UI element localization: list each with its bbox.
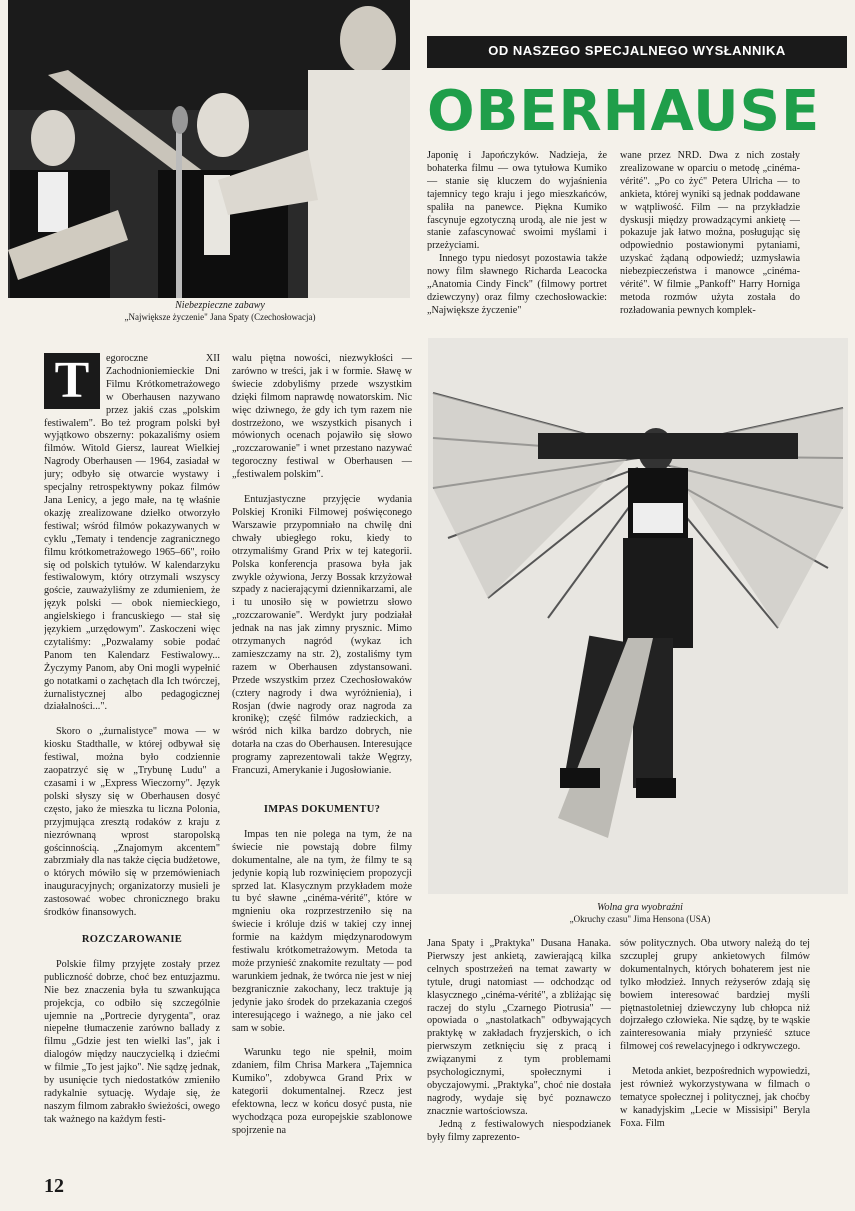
heading-rozczarowanie: ROZCZAROWANIE xyxy=(81,933,183,945)
right-photo-caption xyxy=(480,902,800,925)
col5-paragraph-1: Jana Spaty i „Praktyka" Dusana Hanaka. Pierwszy jest ankietą, zawierającą kilka celnych spostrzeżeń na temat zawarty w tytule, drugi natomiast — odchodząc od klasycznego „cinéma-vérité", a zbliżając się raczej do stylu „Czarnego Piotrusia" — opowiada o „nastolatkach" odbywających praktykę w zakładach fryzjerskich, o ich pierwszym zetknięciu się z pracą i związanymi z tym problemami psychologicznymi, społecznymi i obyczajowymi. „Praktyka", choć nie dostała nagrody, wydaje się być poznawczo znacznie wartościowsza. xyxy=(427,938,611,1117)
col2-paragraph-3: Impas ten nie polega na tym, że na świecie nie powstają dobre filmy dokumentalne, ale na tym, że filmy te są jedynie kopią lub rozwinięciem propozycji sprzed lat. Klasycznym przykładem może tu być sławne „cinéma-vérité", które w mgnieniu oka rozprzestrzeniło się na świecie i króluje dziś w takiej czy innej formie na każdym międzynarodowym festiwalu krótkometrażowym. Metoda ta może przynieść znakomite rezultaty — pod warunkiem jednak, że twórca nie jest w niej bezgranicznie zakochany, lecz traktuje ją jedynie jako środek do przekazania czegoś interesującego i ważnego, a nie jako cel sam w sobie. xyxy=(232,828,412,1034)
top-photo-caption-title: Niebezpieczne zabawy xyxy=(175,300,265,311)
col6-paragraph-2: Metoda ankiet, bezpośrednich wypowiedzi, jest również wykorzystywana w filmach o tematyce społecznej i politycznej, jak choćby w kanadyjskim „Lecie w Missisipi" Beryla Foxa. Film xyxy=(620,1066,810,1129)
right-photo-caption-text: „Okruchy czasu" Jima Hensona (USA) xyxy=(569,914,711,924)
col1-paragraph-1: egoroczne XII Zachodnioniemieckie Dni Filmu Krótkometrażowego w Oberhausen nazywano przez jakiś czas „polskim festiwalem". Bo też program polski był wyjątkowo obszerny: pokazaliśmy osiem filmów. Witold Giersz, laureat Wielkiej Nagrody Oberhausen — 1964, zasiadał w jury; odbyło się otwarcie wystawy i specjalny retrospektywny pokaz filmów Jana Lenicy, a jego małe, na tę właśnie okazję zrealizowane dziełko otworzyło festiwal; wśród filmów pokazywanych w cyklu „Tematy i tendencje zagranicznego filmu krótkometrażowego 1965–66", roiło się od polskich tytułów. W kalendarzyku festiwalowym, który otrzymali wszyscy goście, zauważyliśmy ze zdumieniem, że język polski — obok niemieckiego, angielskiego i francuskiego — stał się językiem „urzędowym". Zaskoczeni więc czytaliśmy: „Pozwalamy sobie podać Panom ten Kalendarz Festiwalowy... Życzymy Panom, aby Oni mogli wypełnić go notatkami o zachętach dla Ich twórczej, żurnalistycznej albo pedagogicznej działalności...". xyxy=(44,353,220,713)
column-2 xyxy=(232,353,412,1171)
top-photo-caption-text: „Największe życzenie" Jana Spaty (Czechosłowacja) xyxy=(124,312,316,322)
flying-man-photo-graphic xyxy=(428,338,848,894)
page-number: 12 xyxy=(44,1175,64,1197)
heading-impas-dokumentu: IMPAS DOKUMENTU? xyxy=(263,804,381,815)
col5-paragraph-2: Jedną z festiwalowych niespodzianek były filmy zaprezento- xyxy=(427,1118,611,1143)
col1-paragraph-2: Skoro o „żurnalistyce" mowa — w kiosku Stadthalle, w której odbywał się festiwal, można było codziennie zaopatrzyć się w „Trybunę Ludu" a czasami i w „Express Wieczorny". Język polski słyszy się w Oberhausen dosyć często, jako że mieszka tu liczna Polonia, przyjmująca zresztą rodaków z kraju z niezrównaną wprost staropolską gościnnością. „Znajomym akcentem" zabrzmiały dla nas także cięcia budżetowe, o których mówiło się w przemówieniach inauguracyjnych; organizatorzy musieli je zastosować wobec chronicznego braku środków finansowych. xyxy=(44,726,220,919)
dropcap-letter: T xyxy=(44,353,100,409)
column-6 xyxy=(620,938,810,1170)
col3-paragraph-2: Innego typu niedosyt pozostawia także nowy film sławnego Richarda Leacocka „Anatomia Cindy Finck" (filmowy portret dziewczyny) oraz filmy czechosłowackie: „Największe życzenie" xyxy=(427,253,607,316)
column-1 xyxy=(44,353,220,1171)
column-3 xyxy=(427,150,607,326)
photo-niebezpieczne-zabawy xyxy=(8,0,410,298)
photo-wolna-gra-wyobrazni xyxy=(428,338,848,894)
col2-paragraph-2: Entuzjastyczne przyjęcie wydania Polskiej Kroniki Filmowej poświęconego Warszawie przypomniało na chwilę dni chwały ubiegłego roku, kiedy to otrzymaliśmy Grand Prix w tej kategorii. Polska konferencja prasowa była jak zwykle ożywiona, Jerzy Bossak krzyżował szpady z nacierającymi dziennikarzami, ale i tu unosiło się w powietrzu słowo „rozczarowanie". Werdykt jury podziałał jednak na nas jak zimny prysznic. Mimo otrzymanych nagród (wykaz ich zamieszczamy na str. 2), zostaliśmy tym razem w Oberhausen zdystansowani. Przede wszystkim przez Czechosłowaków (cztery nagrody i dwa wyróżnienia), i Rosjan (dwie nagrody oraz nagroda za kronikę); część filmów radzieckich, a wśród nich kilka bardzo dobrych, nie dotarła na czas do Oberhausen. Interesujące programy zaprezentowali także Węgrzy, Francuzi, Amerykanie i Jugosłowianie. xyxy=(232,494,412,777)
column-4 xyxy=(620,150,800,326)
col1-paragraph-3: Polskie filmy przyjęte zostały przez publiczność dobrze, choć bez entuzjazmu. Nie bez znaczenia była tu szwankująca projekcja, co odbiło się szczególnie ujemnie na „Portrecie dyrygenta", oraz niepełne tłumaczenie zarówno ballady z filmu „Gdzie jest ten wielki las", jak i dialogów między nauczycielką i dziećmi w filmie „To jest jajko". Nie sądzę jednak, by usunięcie tych niedostatków zmieniło radykalnie sytuację. Wydaje się, że naszym filmom zabrakło świeżości, owego tak ważnego na każdym festi- xyxy=(44,958,220,1125)
col2-paragraph-4: Warunku tego nie spełnił, moim zdaniem, film Chrisa Markera „Tajemnica Kumiko", zdobywca Grand Prix w kategorii dokumentalnej. Rzecz jest efektowna, lecz w końcu dosyć pusta, nie wychodząca poza europejskie szablonowe spojrzenie na xyxy=(232,1047,412,1136)
column-5 xyxy=(427,938,611,1170)
col2-paragraph-1: walu piętna nowości, niezwykłości — zarówno w treści, jak i w formie. Sławę w świecie zdobyliśmy przede wszystkim dzięki filmom naprawdę nowatorskim. Nic więc dziwnego, że gdy ich tym razem nie dostrzeżono, we wszystkich pisanych i mówionych ocenach pojawiło się słowo „rozczarowanie" i wnet przestano nazywać tegoroczny festiwal w Oberhausen — „festiwalem polskim". xyxy=(232,353,412,481)
top-photo-caption xyxy=(70,300,370,323)
col6-paragraph-1: sów politycznych. Oba utwory należą do tej szczuplej grupy ankietowych filmów dokumentalnych, których bohaterem jest nie tylko młodzież. Innych reżyserów zdają się bowiem interesować bardziej myśli piętnastoletniej dziewczyny lub chłopca niż dojrzałego człowieka. Nie sądzę, by te wąskie zainteresowania miały przynieść sztuce filmowej coś rewelacyjnego i odkrywczego. xyxy=(620,938,810,1053)
band-photo-graphic xyxy=(8,0,410,298)
col3-paragraph-1: Japonię i Japończyków. Nadzieja, że bohaterka filmu — owa tytułowa Kumiko — stanie się kluczem do wyjaśnienia tajemnicy tego kraju i jego mieszkańców, spaliła na panewce. Piękna Kumiko fascynuje egzotyczną urodą, ale nie jest w stanie zafascynować swoimi myślami i przeżyciami. xyxy=(427,150,607,252)
col4-paragraph-1: wane przez NRD. Dwa z nich zostały zrealizowane w oparciu o metodę „cinéma-vérité". „Po co żyć" Petera Ulricha — to ankieta, której wyniki są jednak poddawane w wątpliwość. Film — na przykładzie dyskusji między prowadzącymi ankietę — pokazuje jak łatwo można, posługując się odpowiednio postawionymi pytaniami, uzyskać żądaną odpowiedź; uzmysławia niebezpieczeństwa i manowce „cinéma-vérité". W filmie „Pankoff" Harry Horniga metoda rozmów użyta została do rozładowania pewnych komplek- xyxy=(620,150,800,316)
article-title: OBERHAUSE xyxy=(427,82,821,144)
right-photo-caption-title: Wolna gra wyobraźni xyxy=(597,902,683,913)
section-banner: OD NASZEGO SPECJALNEGO WYSŁANNIKA xyxy=(427,36,847,68)
